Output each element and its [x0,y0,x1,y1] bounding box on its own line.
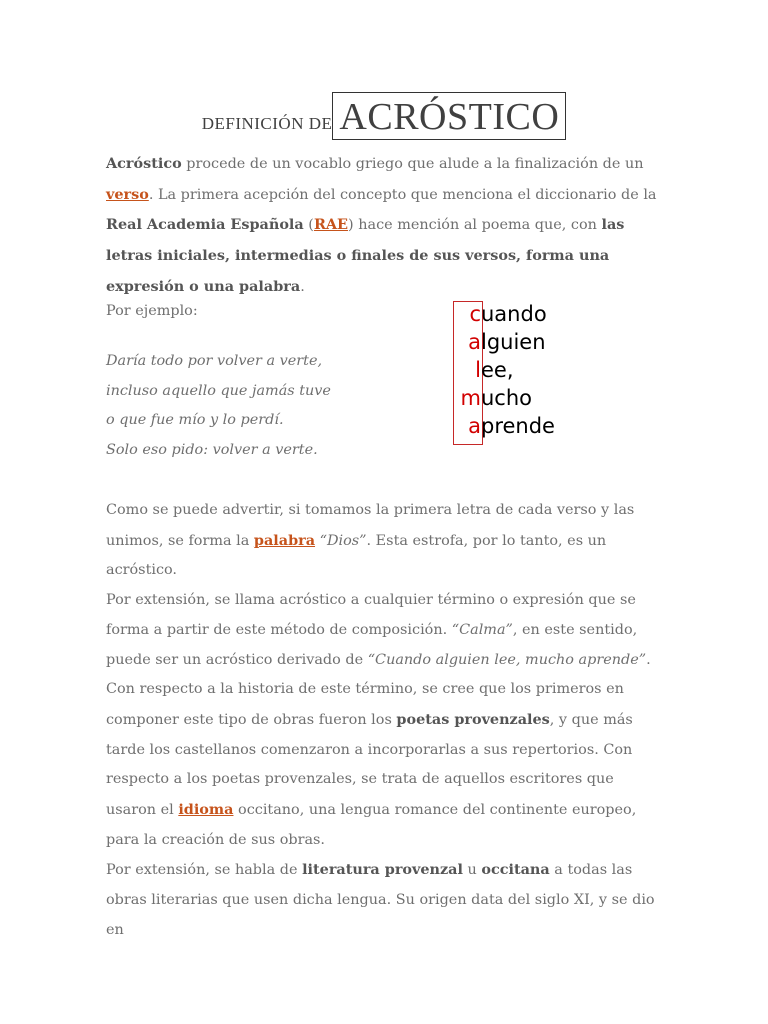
acrostic-row [441,384,581,412]
acrostic-letter: a [468,330,481,354]
p3-text-10: Por extensión, se habla de [106,862,303,879]
link-palabra[interactable]: palabra [253,531,316,549]
p3-text-11: u [462,862,482,879]
link-idioma[interactable]: idioma [178,801,234,819]
title-word-box: ACRÓSTICO [332,92,566,140]
p1-text-3: ( [303,217,314,234]
definition-paragraph [106,149,666,303]
p1-text-5: . [300,278,305,295]
term-acrostico: Acróstico [106,155,182,172]
poetas-provenzales: poetas provenzales [396,710,550,728]
acrostic-letter: l [475,358,481,382]
p1-text-1: procede de un vocablo griego que alude a la finalización de un [181,156,644,172]
p3-text-7: Con respecto a la historia de este término, se cree que los primeros en componer este tipo de obras fueron los [106,681,624,728]
acrostic-rest: uando [481,302,547,326]
rae-name: Real Academia Española [106,216,304,234]
page-title [0,92,768,140]
acrostic-letter: a [468,414,481,438]
p3-text-3: . Esta estrofa, por lo tanto, es un acróstico. [106,532,607,579]
p3-text-12: a todas las obras literarias que usen dicha lengua. Su origen data del siglo XI, y se dio en [106,862,655,938]
p1-text-4: ) hace mención al poema que, con [348,217,602,234]
quote-dios: “Dios” [319,532,367,549]
acrostic-rest: lguien [481,330,546,354]
bold-phrase: las letras iniciales, intermedias o finales de sus versos, forma una expresión o una palabra [106,216,625,295]
literatura-provenzal: literatura provenzal [302,861,463,879]
occitana: occitana [481,861,550,879]
poem-line: o que fue mío y lo perdí. [106,412,284,429]
poem-line: Solo eso pido: volver a verte. [106,442,318,459]
p3-text-1: Como se puede advertir, si tomamos la primera letra de cada verso y las unimos, se forma la [106,502,635,549]
p3-text-6: . [646,651,651,668]
poem [106,347,406,466]
quote-calma: “Calma” [451,621,513,638]
p3-text-8: , y que más tarde los castellanos comenzaron a incorporarlas a sus repertorios. Con respecto a los poetas provenzales, se trata de aquellos escritores que usaron el [106,711,633,819]
acrostic-figure [441,300,581,446]
acrostic-row [441,300,581,328]
acrostic-row [441,356,581,384]
explanation-paragraph [106,496,666,946]
poem-line: Daría todo por volver a verte, [106,353,323,369]
acrostic-rest: ucho [481,386,533,410]
link-verso[interactable]: verso [106,185,149,203]
poem-line: incluso aquello que jamás tuve [106,382,331,399]
p3-text-9: occitano, una lengua romance del continente europeo, para la creación de sus obras. [106,802,637,848]
acrostic-rest: prende [481,414,555,438]
acrostic-letter: c [469,302,481,326]
acrostic-rest: ee, [481,358,514,382]
acrostic-row [441,412,581,440]
link-rae[interactable]: RAE [313,216,349,234]
p3-text-4: Por extensión, se llama acróstico a cualquier término o expresión que se forma a partir de este método de composición. [106,592,636,638]
title-prefix: DEFINICIÓN DE [201,114,333,133]
p3-text-5: , en este sentido, puede ser un acróstico derivado de [106,621,638,668]
acrostic-letter: m [460,386,481,410]
example-label: Por ejemplo: [106,303,198,319]
acrostic-row [441,328,581,356]
p1-text-2: . La primera acepción del concepto que menciona el diccionario de la [148,186,657,203]
quote-cuando: “Cuando alguien lee, mucho aprende” [367,651,647,668]
